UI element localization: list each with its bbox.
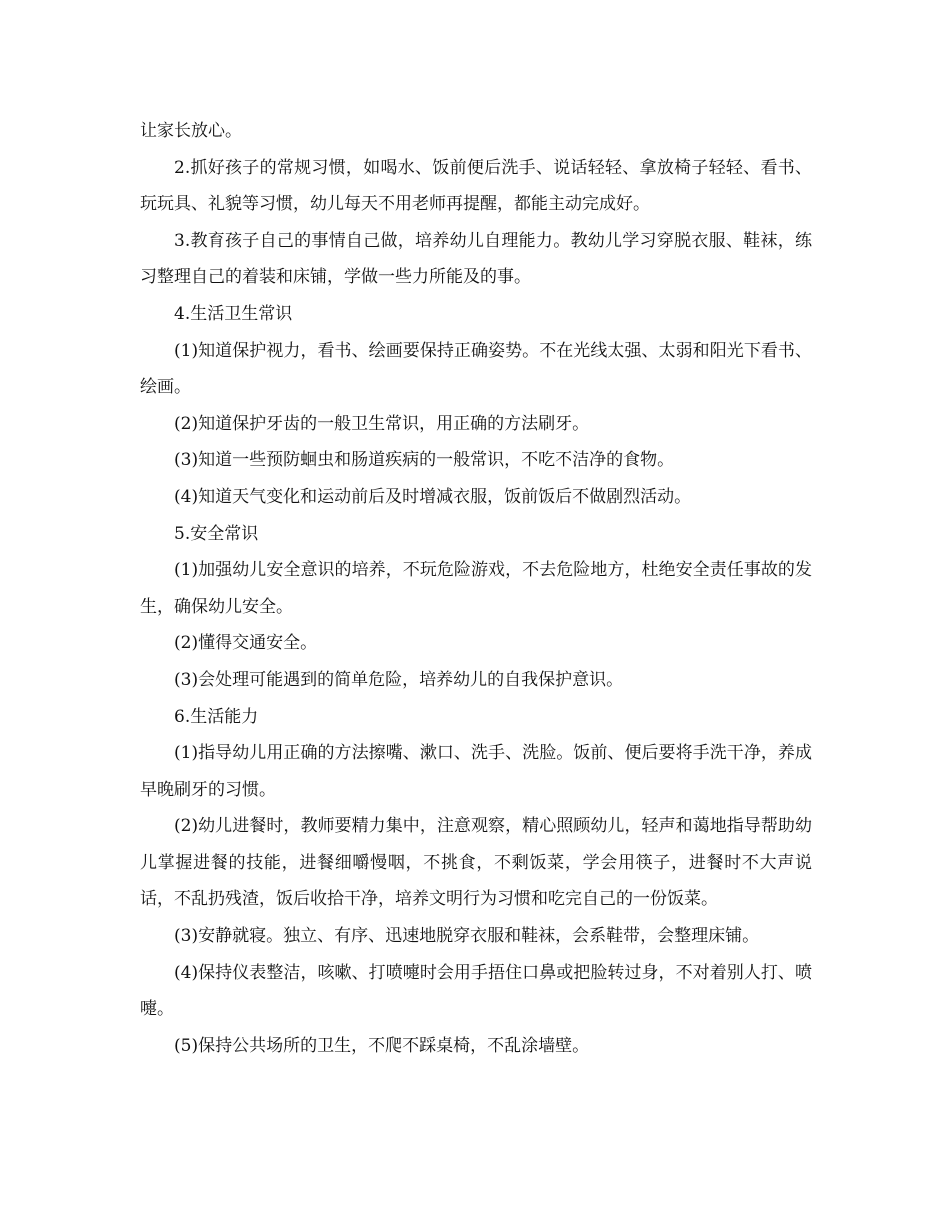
paragraph-16: (3)安静就寝。独立、有序、迅速地脱穿衣服和鞋袜，会系鞋带，会整理床铺。 [174, 926, 760, 947]
section-heading-hygiene: 4.生活卫生常识 [174, 303, 293, 324]
paragraph-15: (2)幼儿进餐时，教师要精力集中，注意观察，精心照顾幼儿，轻声和蔼地指导帮助幼儿掌握进餐的技能，进餐细嚼慢咽，不挑食，不剩饭菜，学会用筷子，进餐时不大声说话，不乱扔残渣，饭后收拾干净，培养文明行为习惯和吃完自己的一份饭菜。 [140, 816, 812, 910]
document-page [140, 113, 812, 1064]
paragraph-8: (4)知道天气变化和运动前后及时增减衣服，饭前饭后不做剧烈活动。 [174, 486, 692, 507]
paragraph-7: (3)知道一些预防蛔虫和肠道疾病的一般常识，不吃不洁净的食物。 [174, 450, 675, 471]
paragraph-2: 2.抓好孩子的常规习惯，如喝水、饭前便后洗手、说话轻轻、拿放椅子轻轻、看书、玩玩具、礼貌等习惯，幼儿每天不用老师再提醒，都能主动完成好。 [140, 157, 812, 215]
paragraph-17: (4)保持仪表整洁，咳嗽、打喷嚏时会用手捂住口鼻或把脸转过身，不对着别人打、喷嚏。 [140, 962, 812, 1020]
paragraph-10: (1)加强幼儿安全意识的培养，不玩危险游戏，不去危险地方，杜绝安全责任事故的发生，确保幼儿安全。 [140, 560, 812, 617]
section-heading-life-skills: 6.生活能力 [174, 706, 259, 727]
paragraph-11: (2)懂得交通安全。 [174, 633, 318, 654]
paragraph-6: (2)知道保护牙齿的一般卫生常识，用正确的方法刷牙。 [174, 413, 590, 434]
paragraph-5: (1)知道保护视力，看书、绘画要保持正确姿势。不在光线太强、太弱和阳光下看书、绘画。 [140, 340, 812, 398]
paragraph-12: (3)会处理可能遇到的简单危险，培养幼儿的自我保护意识。 [174, 669, 624, 690]
paragraph-3: 3.教育孩子自己的事情自己做，培养幼儿自理能力。教幼儿学习穿脱衣服、鞋袜，练习整理自己的着装和床铺，学做一些力所能及的事。 [140, 230, 812, 288]
paragraph-14: (1)指导幼儿用正确的方法擦嘴、漱口、洗手、洗脸。饭前、便后要将手洗干净，养成早晚刷牙的习惯。 [140, 743, 812, 800]
paragraph-1: 让家长放心。 [140, 121, 242, 141]
paragraph-18: (5)保持公共场所的卫生，不爬不踩桌椅，不乱涂墙壁。 [174, 1035, 590, 1056]
section-heading-safety: 5.安全常识 [174, 523, 259, 544]
